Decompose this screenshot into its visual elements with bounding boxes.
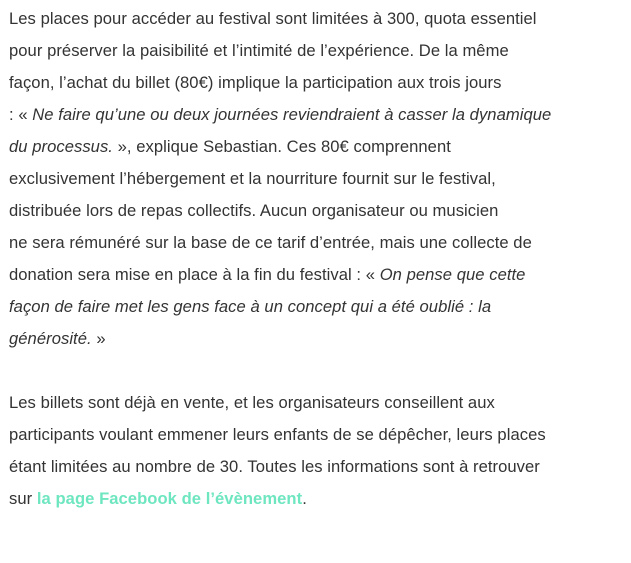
text-line: [9, 483, 624, 515]
text-line: façon, l’achat du billet (80€) implique la participation aux trois jours: [9, 73, 502, 92]
quote-attribution: », explique Sebastian. Ces 80€ comprennent: [112, 137, 451, 156]
text-line: [9, 323, 624, 355]
paragraph-tickets-info: [9, 387, 624, 515]
quote-generosity: On pense que cette: [379, 265, 526, 284]
quote-sebastian: Ne faire qu’une ou deux journées reviendraient à casser la dynamique: [32, 105, 552, 124]
text-line: distribuée lors de repas collectifs. Aucun organisateur ou musicien: [9, 201, 499, 220]
article-body: [9, 3, 624, 515]
quote-open: : «: [9, 105, 33, 124]
text-line: ne sera rémunéré sur la base de ce tarif d’entrée, mais une collecte de: [9, 233, 532, 252]
text-line: participants voulant emmener leurs enfants de se dépêcher, leurs places: [9, 425, 546, 444]
facebook-event-link[interactable]: la page Facebook de l’évènement: [36, 489, 303, 508]
quote-generosity-cont: façon de faire met les gens face à un concept qui a été oublié : la: [9, 297, 492, 316]
text-line: exclusivement l’hébergement et la nourriture fournit sur le festival,: [9, 169, 496, 188]
link-suffix: .: [302, 489, 307, 508]
text-line: [9, 131, 624, 163]
paragraph-festival-pricing: [9, 3, 624, 355]
text-line: pour préserver la paisibilité et l’intimité de l’expérience. De la même: [9, 41, 509, 60]
quote-close: »: [91, 329, 106, 348]
quote-sebastian-end: du processus.: [9, 137, 113, 156]
text-line: [9, 291, 624, 323]
quote-generosity-end: générosité.: [9, 329, 92, 348]
text-line: Les billets sont déjà en vente, et les organisateurs conseillent aux: [9, 393, 495, 412]
text-line: [9, 99, 624, 131]
text-line: étant limitées au nombre de 30. Toutes les informations sont à retrouver: [9, 457, 540, 476]
text-line: Les places pour accéder au festival sont limitées à 300, quota essentiel: [9, 9, 537, 28]
donation-text: donation sera mise en place à la fin du festival : «: [9, 265, 380, 284]
link-prefix: sur: [9, 489, 37, 508]
text-line: [9, 259, 624, 291]
